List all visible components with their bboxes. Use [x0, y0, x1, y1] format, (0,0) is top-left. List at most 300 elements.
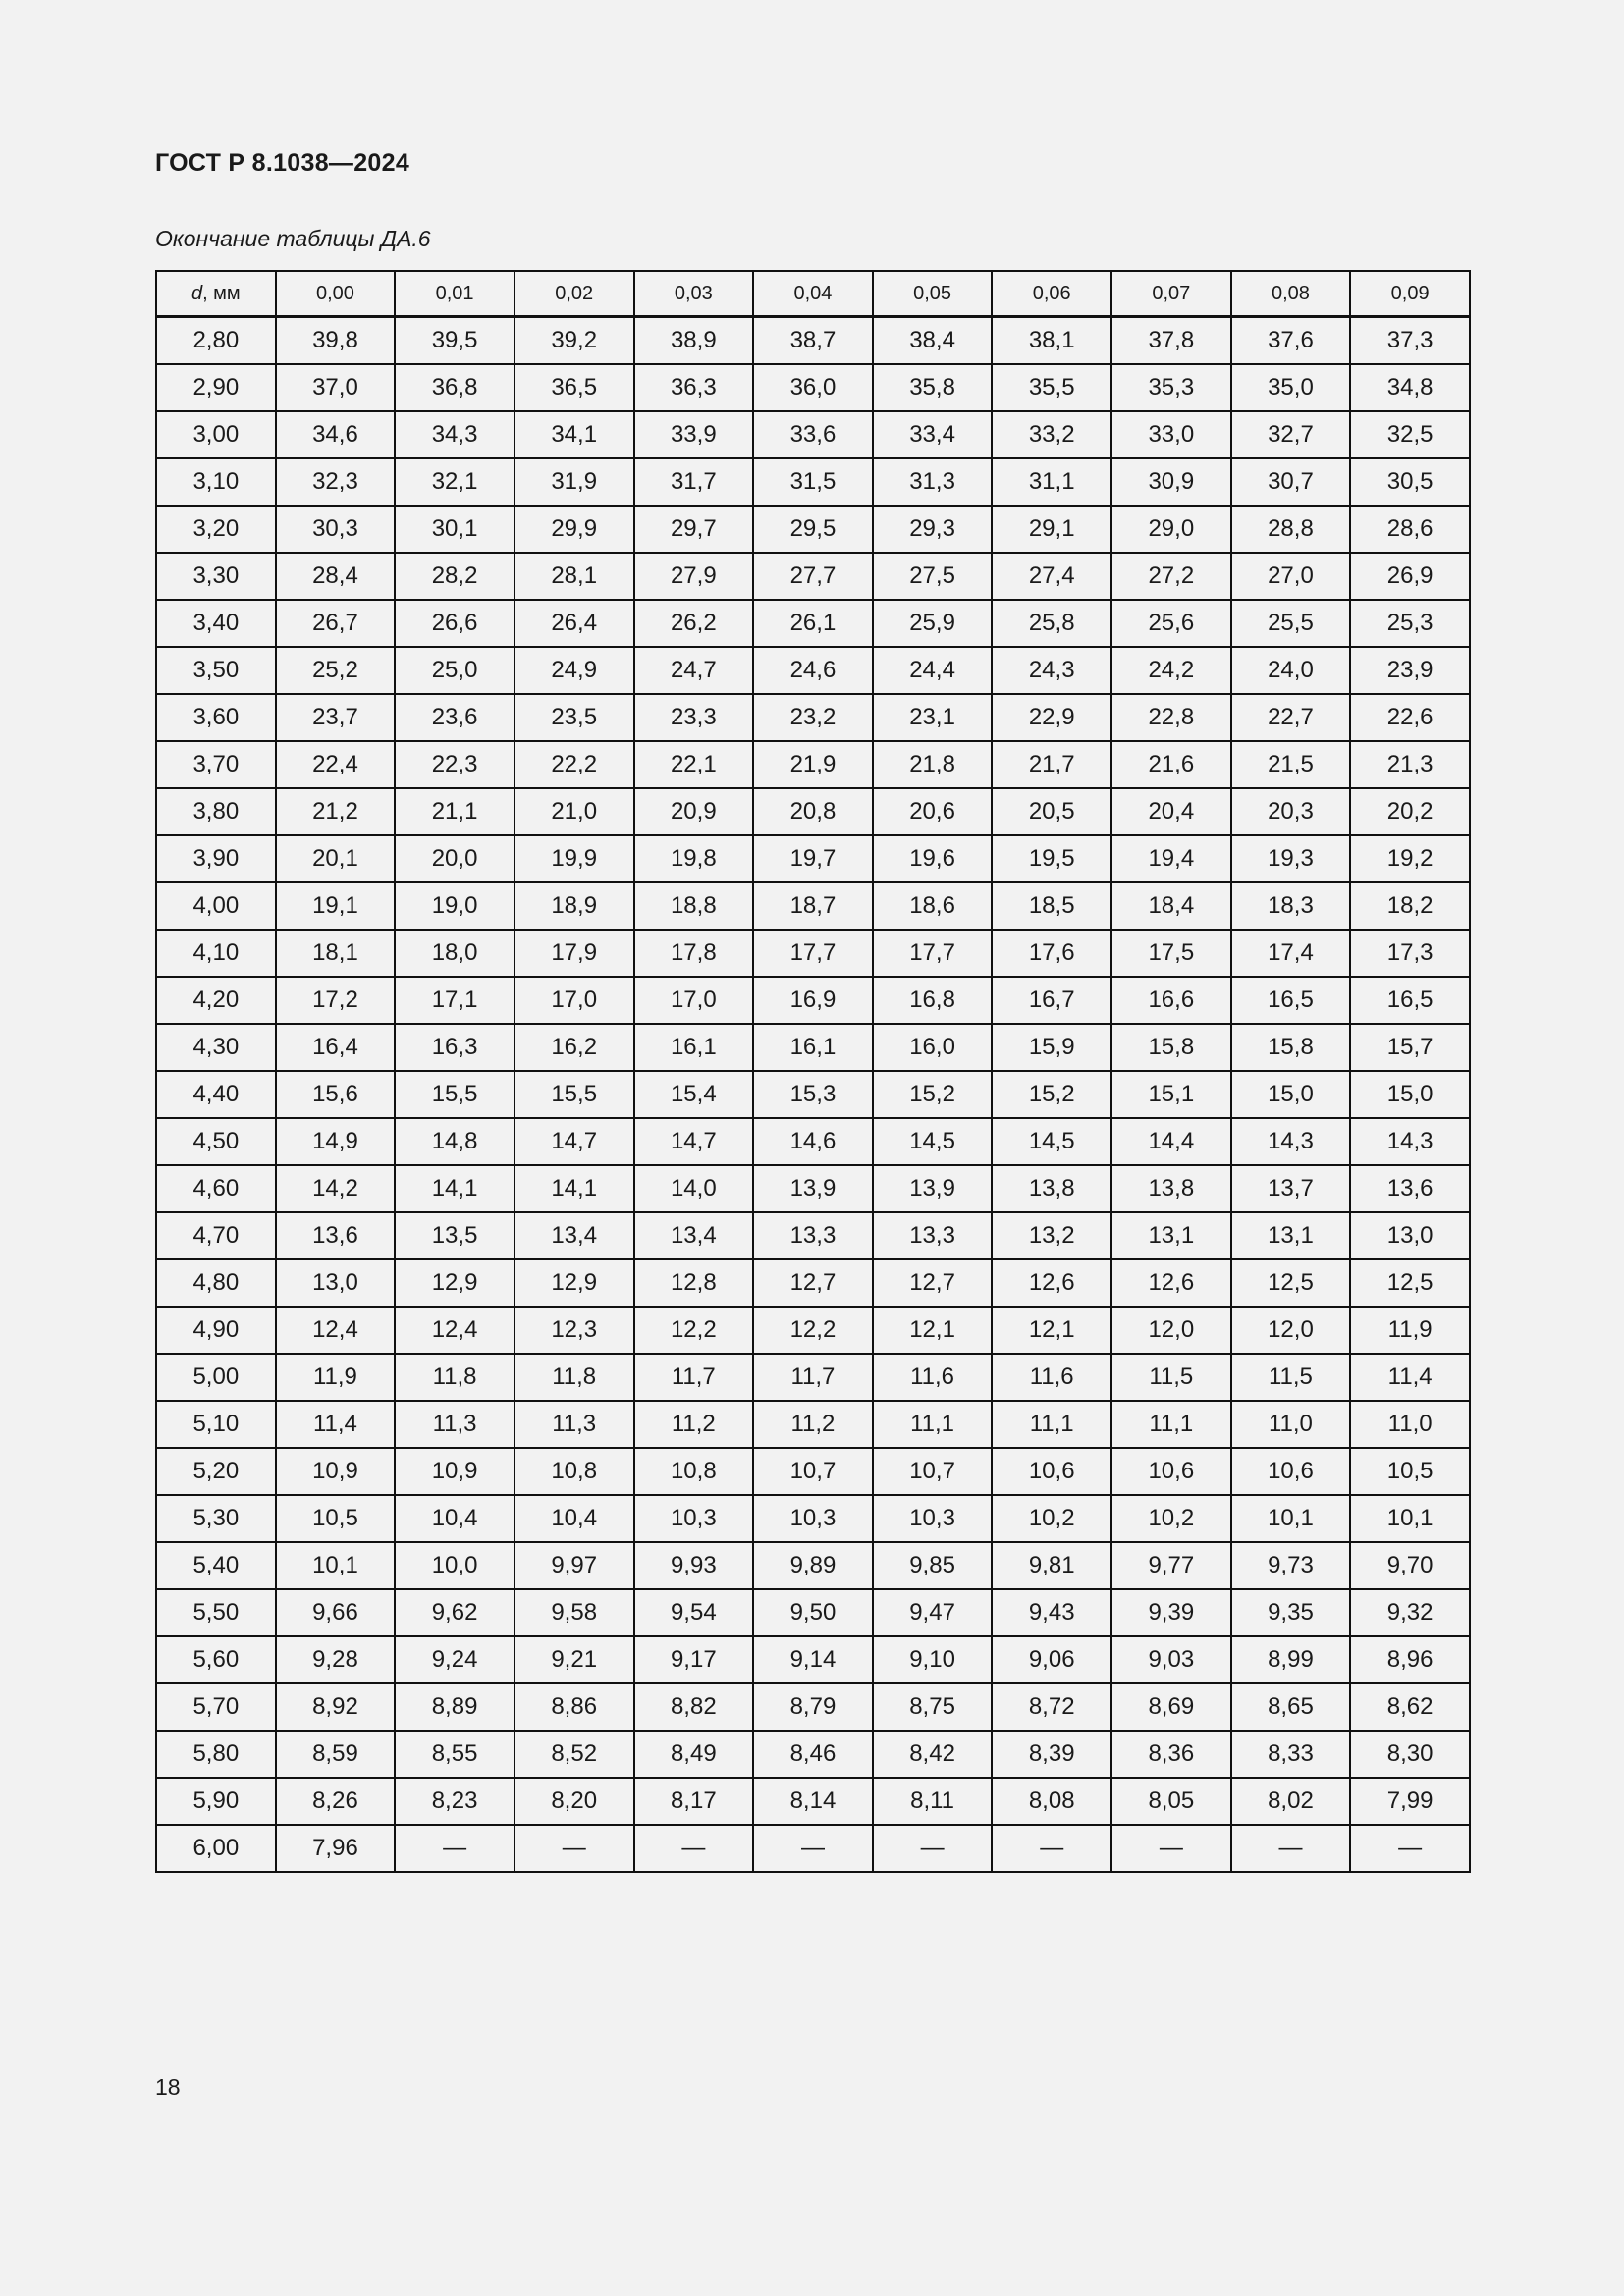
header-cell: 0,07	[1111, 271, 1231, 317]
table-cell: 16,5	[1231, 977, 1351, 1024]
table-cell: 27,9	[634, 553, 754, 600]
table-cell: 26,1	[753, 600, 873, 647]
table-cell: 12,5	[1350, 1259, 1470, 1307]
table-row	[156, 1165, 1470, 1212]
table-cell: 19,5	[992, 835, 1111, 882]
table-row	[156, 553, 1470, 600]
table-cell: 24,0	[1231, 647, 1351, 694]
row-label-cell: 3,80	[156, 788, 276, 835]
table-cell: 23,2	[753, 694, 873, 741]
table-cell: 19,1	[276, 882, 396, 930]
table-row	[156, 1071, 1470, 1118]
table-cell: 39,8	[276, 317, 396, 365]
table-cell: 28,4	[276, 553, 396, 600]
row-label-cell: 5,90	[156, 1778, 276, 1825]
table-cell: 36,3	[634, 364, 754, 411]
table-cell: 25,9	[873, 600, 993, 647]
table-cell: 30,1	[395, 506, 514, 553]
table-cell: 11,3	[395, 1401, 514, 1448]
table-row	[156, 930, 1470, 977]
table-cell: 15,0	[1231, 1071, 1351, 1118]
row-label-cell: 3,10	[156, 458, 276, 506]
table-cell: 33,0	[1111, 411, 1231, 458]
table-cell: 18,5	[992, 882, 1111, 930]
table-cell: 19,9	[514, 835, 634, 882]
table-cell: 36,8	[395, 364, 514, 411]
table-row	[156, 694, 1470, 741]
table-cell: 8,49	[634, 1731, 754, 1778]
table-cell: 8,26	[276, 1778, 396, 1825]
table-cell: 9,58	[514, 1589, 634, 1636]
table-row	[156, 1589, 1470, 1636]
table-cell: 25,6	[1111, 600, 1231, 647]
table-cell: 23,6	[395, 694, 514, 741]
table-cell: 31,3	[873, 458, 993, 506]
header-cell: 0,03	[634, 271, 754, 317]
table-cell: 29,3	[873, 506, 993, 553]
table-cell: 8,08	[992, 1778, 1111, 1825]
table-cell: 11,1	[1111, 1401, 1231, 1448]
table-cell: 14,3	[1231, 1118, 1351, 1165]
table-cell: 11,3	[514, 1401, 634, 1448]
table-cell: 8,46	[753, 1731, 873, 1778]
table-cell: 12,6	[992, 1259, 1111, 1307]
header-cell: 0,02	[514, 271, 634, 317]
table-cell: 27,0	[1231, 553, 1351, 600]
table-cell: 12,9	[395, 1259, 514, 1307]
table-cell: 32,7	[1231, 411, 1351, 458]
table-cell: 15,6	[276, 1071, 396, 1118]
table-cell: 22,3	[395, 741, 514, 788]
table-cell: 30,9	[1111, 458, 1231, 506]
table-cell: 10,1	[1231, 1495, 1351, 1542]
table-cell: 13,0	[1350, 1212, 1470, 1259]
table-cell: 14,5	[873, 1118, 993, 1165]
table-row	[156, 1307, 1470, 1354]
table-cell: 31,1	[992, 458, 1111, 506]
table-cell: 20,2	[1350, 788, 1470, 835]
table-cell: 13,4	[634, 1212, 754, 1259]
table-cell: 19,7	[753, 835, 873, 882]
table-cell: 9,39	[1111, 1589, 1231, 1636]
table-cell: 9,17	[634, 1636, 754, 1683]
table-cell: 8,99	[1231, 1636, 1351, 1683]
table-cell: 31,7	[634, 458, 754, 506]
table-cell: 8,55	[395, 1731, 514, 1778]
table-cell: 17,6	[992, 930, 1111, 977]
row-label-cell: 4,20	[156, 977, 276, 1024]
table-cell: 14,4	[1111, 1118, 1231, 1165]
table-cell: 25,8	[992, 600, 1111, 647]
table-cell: 15,8	[1231, 1024, 1351, 1071]
table-cell: 38,9	[634, 317, 754, 365]
table-cell: 11,8	[395, 1354, 514, 1401]
table-cell: 33,9	[634, 411, 754, 458]
table-row	[156, 741, 1470, 788]
table-cell: 30,7	[1231, 458, 1351, 506]
table-cell: 21,1	[395, 788, 514, 835]
row-label-cell: 3,70	[156, 741, 276, 788]
table-row	[156, 882, 1470, 930]
table-cell: 29,0	[1111, 506, 1231, 553]
row-label-cell: 4,40	[156, 1071, 276, 1118]
row-label-cell: 4,70	[156, 1212, 276, 1259]
table-cell: —	[634, 1825, 754, 1872]
table-caption: Окончание таблицы ДА.6	[155, 226, 431, 251]
row-label-cell: 5,70	[156, 1683, 276, 1731]
table-cell: 11,4	[276, 1401, 396, 1448]
table-cell: 20,0	[395, 835, 514, 882]
table-cell: 12,8	[634, 1259, 754, 1307]
row-label-cell: 3,20	[156, 506, 276, 553]
table-cell: 19,6	[873, 835, 993, 882]
table-cell: 9,89	[753, 1542, 873, 1589]
table-cell: 11,0	[1231, 1401, 1351, 1448]
table-row	[156, 835, 1470, 882]
table-row	[156, 1495, 1470, 1542]
table-cell: 14,7	[514, 1118, 634, 1165]
table-row	[156, 1636, 1470, 1683]
table-cell: 12,0	[1111, 1307, 1231, 1354]
table-cell: 24,7	[634, 647, 754, 694]
table-cell: 14,6	[753, 1118, 873, 1165]
row-label-cell: 4,30	[156, 1024, 276, 1071]
table-cell: 35,3	[1111, 364, 1231, 411]
table-cell: 8,36	[1111, 1731, 1231, 1778]
header-cell: 0,00	[276, 271, 396, 317]
row-label-cell: 5,10	[156, 1401, 276, 1448]
table-cell: 26,4	[514, 600, 634, 647]
table-cell: 13,5	[395, 1212, 514, 1259]
table-cell: 16,1	[753, 1024, 873, 1071]
row-label-cell: 2,80	[156, 317, 276, 365]
table-row	[156, 1212, 1470, 1259]
table-cell: 15,9	[992, 1024, 1111, 1071]
table-row	[156, 1401, 1470, 1448]
table-cell: 20,8	[753, 788, 873, 835]
table-cell: 33,6	[753, 411, 873, 458]
table-cell: 38,4	[873, 317, 993, 365]
table-cell: 28,6	[1350, 506, 1470, 553]
table-cell: 11,4	[1350, 1354, 1470, 1401]
row-label-cell: 3,30	[156, 553, 276, 600]
table-cell: 21,6	[1111, 741, 1231, 788]
table-cell: —	[992, 1825, 1111, 1872]
header-cell: 0,08	[1231, 271, 1351, 317]
header-cell: 0,06	[992, 271, 1111, 317]
header-cell: 0,01	[395, 271, 514, 317]
table-cell: 37,6	[1231, 317, 1351, 365]
table-cell: 12,3	[514, 1307, 634, 1354]
table-cell: 18,2	[1350, 882, 1470, 930]
table-cell: 18,3	[1231, 882, 1351, 930]
table-cell: 13,7	[1231, 1165, 1351, 1212]
table-cell: 16,6	[1111, 977, 1231, 1024]
table-cell: 10,6	[1231, 1448, 1351, 1495]
table-cell: 13,8	[1111, 1165, 1231, 1212]
table-cell: 39,2	[514, 317, 634, 365]
table-cell: —	[1350, 1825, 1470, 1872]
table-cell: 13,9	[753, 1165, 873, 1212]
table-cell: 10,3	[753, 1495, 873, 1542]
table-cell: —	[753, 1825, 873, 1872]
table-cell: 12,7	[873, 1259, 993, 1307]
table-body	[156, 317, 1470, 1873]
table-cell: 9,47	[873, 1589, 993, 1636]
table-cell: 8,05	[1111, 1778, 1231, 1825]
table-cell: 8,02	[1231, 1778, 1351, 1825]
table-cell: 27,4	[992, 553, 1111, 600]
table-row	[156, 1683, 1470, 1731]
table-cell: 23,3	[634, 694, 754, 741]
table-cell: 8,17	[634, 1778, 754, 1825]
table-cell: 16,7	[992, 977, 1111, 1024]
table-cell: 26,9	[1350, 553, 1470, 600]
table-cell: 13,4	[514, 1212, 634, 1259]
table-cell: 16,0	[873, 1024, 993, 1071]
table-cell: 35,5	[992, 364, 1111, 411]
table-cell: —	[1231, 1825, 1351, 1872]
table-cell: 30,5	[1350, 458, 1470, 506]
table-cell: 36,0	[753, 364, 873, 411]
table-cell: 12,2	[634, 1307, 754, 1354]
row-label-cell: 5,80	[156, 1731, 276, 1778]
table-cell: 16,4	[276, 1024, 396, 1071]
table-cell: 8,75	[873, 1683, 993, 1731]
table-cell: 8,59	[276, 1731, 396, 1778]
table-cell: 11,1	[992, 1401, 1111, 1448]
table-cell: 37,8	[1111, 317, 1231, 365]
table-cell: 19,4	[1111, 835, 1231, 882]
table-cell: 15,0	[1350, 1071, 1470, 1118]
table-cell: 21,2	[276, 788, 396, 835]
table-cell: 14,5	[992, 1118, 1111, 1165]
table-cell: 12,0	[1231, 1307, 1351, 1354]
table-cell: 8,69	[1111, 1683, 1231, 1731]
table-row	[156, 600, 1470, 647]
table-cell: 17,0	[514, 977, 634, 1024]
table-row	[156, 1259, 1470, 1307]
table-cell: 24,6	[753, 647, 873, 694]
header-var-d: d	[190, 282, 203, 304]
table-row	[156, 1448, 1470, 1495]
table-container	[155, 270, 1471, 1873]
table-cell: 23,5	[514, 694, 634, 741]
table-cell: 38,1	[992, 317, 1111, 365]
table-cell: 9,77	[1111, 1542, 1231, 1589]
table-cell: 35,0	[1231, 364, 1351, 411]
table-cell: 12,9	[514, 1259, 634, 1307]
table-cell: 18,9	[514, 882, 634, 930]
table-cell: 10,3	[634, 1495, 754, 1542]
table-cell: 17,8	[634, 930, 754, 977]
table-cell: 14,7	[634, 1118, 754, 1165]
table-cell: 11,5	[1231, 1354, 1351, 1401]
table-cell: 9,03	[1111, 1636, 1231, 1683]
row-label-cell: 3,90	[156, 835, 276, 882]
table-cell: 10,8	[514, 1448, 634, 1495]
table-cell: 22,4	[276, 741, 396, 788]
table-cell: 32,5	[1350, 411, 1470, 458]
table-cell: 17,3	[1350, 930, 1470, 977]
table-cell: 10,0	[395, 1542, 514, 1589]
table-cell: 10,4	[514, 1495, 634, 1542]
table-cell: 11,6	[992, 1354, 1111, 1401]
table-cell: 9,97	[514, 1542, 634, 1589]
table-cell: 18,0	[395, 930, 514, 977]
table-row	[156, 1024, 1470, 1071]
table-cell: 31,5	[753, 458, 873, 506]
table-cell: 8,33	[1231, 1731, 1351, 1778]
table-row	[156, 1118, 1470, 1165]
table-cell: 21,9	[753, 741, 873, 788]
table-row	[156, 1731, 1470, 1778]
table-cell: 12,4	[276, 1307, 396, 1354]
table-cell: 38,7	[753, 317, 873, 365]
header-unit: , мм	[202, 282, 241, 304]
table-cell: 9,54	[634, 1589, 754, 1636]
table-cell: 10,7	[753, 1448, 873, 1495]
table-row	[156, 647, 1470, 694]
header-cell-d	[156, 271, 276, 317]
table-cell: 17,2	[276, 977, 396, 1024]
table-cell: 22,9	[992, 694, 1111, 741]
table-cell: 29,7	[634, 506, 754, 553]
table-cell: 9,35	[1231, 1589, 1351, 1636]
table-cell: 10,3	[873, 1495, 993, 1542]
table-cell: 24,9	[514, 647, 634, 694]
table-cell: 15,8	[1111, 1024, 1231, 1071]
table-cell: 14,1	[395, 1165, 514, 1212]
table-cell: 9,21	[514, 1636, 634, 1683]
table-cell: 10,4	[395, 1495, 514, 1542]
table-cell: 8,14	[753, 1778, 873, 1825]
table-cell: 14,0	[634, 1165, 754, 1212]
table-cell: 15,1	[1111, 1071, 1231, 1118]
table-cell: 18,6	[873, 882, 993, 930]
table-cell: 29,9	[514, 506, 634, 553]
table-cell: 8,65	[1231, 1683, 1351, 1731]
table-cell: 14,9	[276, 1118, 396, 1165]
table-cell: 11,1	[873, 1401, 993, 1448]
table-cell: 8,92	[276, 1683, 396, 1731]
table-cell: 11,5	[1111, 1354, 1231, 1401]
table-cell: 33,4	[873, 411, 993, 458]
row-label-cell: 5,50	[156, 1589, 276, 1636]
table-cell: 21,0	[514, 788, 634, 835]
table-cell: 10,5	[276, 1495, 396, 1542]
row-label-cell: 4,10	[156, 930, 276, 977]
table-cell: 31,9	[514, 458, 634, 506]
row-label-cell: 3,60	[156, 694, 276, 741]
table-cell: 16,5	[1350, 977, 1470, 1024]
table-cell: 8,42	[873, 1731, 993, 1778]
table-cell: 18,1	[276, 930, 396, 977]
table-row	[156, 977, 1470, 1024]
row-label-cell: 4,50	[156, 1118, 276, 1165]
table-cell: 10,6	[1111, 1448, 1231, 1495]
table-cell: 9,28	[276, 1636, 396, 1683]
table-cell: 10,2	[1111, 1495, 1231, 1542]
table-cell: 28,1	[514, 553, 634, 600]
table-row	[156, 1542, 1470, 1589]
table-cell: 13,1	[1111, 1212, 1231, 1259]
table-head	[156, 271, 1470, 317]
table-cell: 18,4	[1111, 882, 1231, 930]
table-cell: 32,3	[276, 458, 396, 506]
table-cell: 22,1	[634, 741, 754, 788]
table-cell: 23,9	[1350, 647, 1470, 694]
header-cell: 0,09	[1350, 271, 1470, 317]
table-cell: 16,2	[514, 1024, 634, 1071]
table-cell: 27,5	[873, 553, 993, 600]
table-cell: 39,5	[395, 317, 514, 365]
table-cell: 26,6	[395, 600, 514, 647]
table-row	[156, 364, 1470, 411]
table-cell: 13,6	[1350, 1165, 1470, 1212]
row-label-cell: 3,40	[156, 600, 276, 647]
header-cell: 0,05	[873, 271, 993, 317]
table-cell: 9,32	[1350, 1589, 1470, 1636]
table-cell: 15,2	[873, 1071, 993, 1118]
table-cell: 9,24	[395, 1636, 514, 1683]
table-cell: 14,8	[395, 1118, 514, 1165]
table-cell: 14,2	[276, 1165, 396, 1212]
table-cell: 26,7	[276, 600, 396, 647]
table-cell: 17,0	[634, 977, 754, 1024]
table-cell: 17,1	[395, 977, 514, 1024]
row-label-cell: 4,60	[156, 1165, 276, 1212]
table-cell: 17,9	[514, 930, 634, 977]
table-row	[156, 1825, 1470, 1872]
table-cell: 16,8	[873, 977, 993, 1024]
table-cell: 13,3	[873, 1212, 993, 1259]
table-cell: 10,9	[395, 1448, 514, 1495]
row-label-cell: 5,00	[156, 1354, 276, 1401]
table-cell: 34,6	[276, 411, 396, 458]
table-cell: 18,7	[753, 882, 873, 930]
table-cell: 19,0	[395, 882, 514, 930]
table-cell: 27,7	[753, 553, 873, 600]
table-cell: 13,3	[753, 1212, 873, 1259]
table-cell: 10,9	[276, 1448, 396, 1495]
table-cell: 9,14	[753, 1636, 873, 1683]
table-cell: 12,5	[1231, 1259, 1351, 1307]
table-cell: 9,81	[992, 1542, 1111, 1589]
table-cell: 8,96	[1350, 1636, 1470, 1683]
table-cell: 13,1	[1231, 1212, 1351, 1259]
table-cell: 13,2	[992, 1212, 1111, 1259]
table-cell: 8,52	[514, 1731, 634, 1778]
table-cell: 8,86	[514, 1683, 634, 1731]
table-header-row	[156, 271, 1470, 317]
row-label-cell: 5,60	[156, 1636, 276, 1683]
table-cell: 9,43	[992, 1589, 1111, 1636]
table-cell: 17,5	[1111, 930, 1231, 977]
table-cell: 11,0	[1350, 1401, 1470, 1448]
table-cell: 12,2	[753, 1307, 873, 1354]
table-cell: 28,2	[395, 553, 514, 600]
table-cell: 10,1	[1350, 1495, 1470, 1542]
table-cell: 17,7	[753, 930, 873, 977]
table-cell: 21,5	[1231, 741, 1351, 788]
table-cell: 12,1	[873, 1307, 993, 1354]
table-cell: 11,9	[276, 1354, 396, 1401]
table-cell: 8,20	[514, 1778, 634, 1825]
table-cell: 20,6	[873, 788, 993, 835]
table-cell: 23,1	[873, 694, 993, 741]
table-cell: 13,8	[992, 1165, 1111, 1212]
